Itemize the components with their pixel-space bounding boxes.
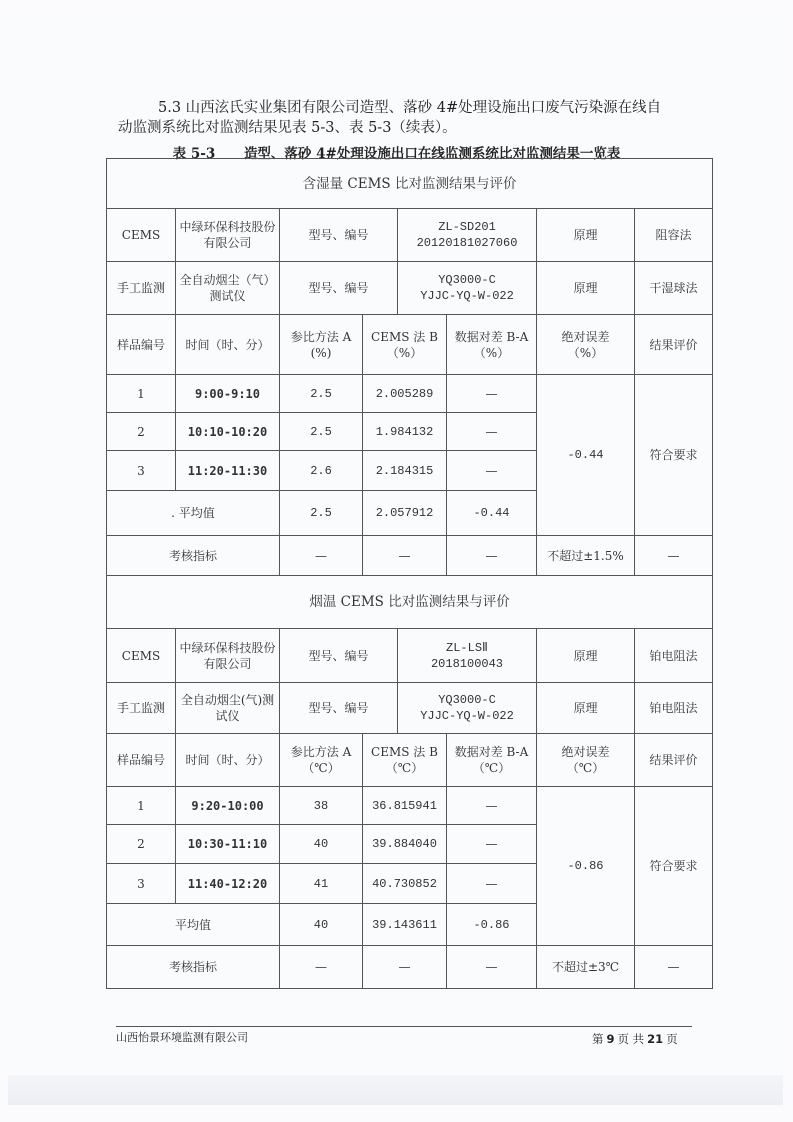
- evaluation: 符合要求: [635, 787, 713, 946]
- sample-no: 2: [107, 413, 176, 451]
- sample-time: 9:00-9:10: [176, 375, 280, 413]
- header-time: 时间（时、分）: [176, 315, 280, 375]
- value-diff: —: [447, 825, 537, 864]
- value-a: 38: [280, 787, 363, 825]
- footer-page-number: [592, 1031, 678, 1047]
- criteria-a: —: [280, 946, 363, 989]
- value-diff: —: [447, 375, 537, 413]
- sample-no: 1: [107, 375, 176, 413]
- manual-principle: 铂电阻法: [635, 683, 713, 734]
- manual-label: 手工监测: [107, 262, 176, 315]
- average-label: . 平均值: [107, 491, 280, 536]
- header-eval: 结果评价: [635, 734, 713, 787]
- criteria-abs: 不超过±1.5%: [537, 536, 635, 576]
- average-diff: -0.44: [447, 491, 537, 536]
- average-diff: -0.86: [447, 904, 537, 946]
- value-diff: —: [447, 864, 537, 904]
- moisture-table: [106, 158, 713, 576]
- sample-no: 1: [107, 787, 176, 825]
- value-b: 39.884040: [363, 825, 447, 864]
- principle-label: 原理: [537, 209, 635, 262]
- header-diff: [447, 734, 537, 787]
- criteria-b: —: [363, 946, 447, 989]
- value-b: 1.984132: [363, 413, 447, 451]
- header-abs-label: 绝对误差: [561, 745, 610, 759]
- sample-no: 3: [107, 451, 176, 491]
- value-a: 41: [280, 864, 363, 904]
- header-diff-label: 数据对差 B-A: [454, 745, 529, 759]
- model-line: ZL-LSⅡ: [446, 640, 488, 655]
- criteria-abs: 不超过±3℃: [537, 946, 635, 989]
- sample-time: 9:20-10:00: [176, 787, 280, 825]
- table-number: 表 5-3: [172, 146, 216, 162]
- page-suffix: 页: [666, 1032, 678, 1046]
- principle-label: 原理: [537, 262, 635, 315]
- footer-divider: [116, 1026, 692, 1027]
- criteria-a: —: [280, 536, 363, 576]
- abs-error: -0.86: [537, 787, 635, 946]
- value-a: 2.6: [280, 451, 363, 491]
- sample-no: 3: [107, 864, 176, 904]
- sample-no: 2: [107, 825, 176, 864]
- header-b-label: CEMS 法 B: [371, 329, 438, 344]
- header-a-unit: (%): [310, 345, 332, 360]
- sample-time: 10:10-10:20: [176, 413, 280, 451]
- header-time: 时间（时、分）: [176, 734, 280, 787]
- page-mid: 页 共: [617, 1032, 645, 1046]
- header-a-label: 参比方法 A: [290, 745, 352, 759]
- table-row: [107, 375, 713, 413]
- manual-maker: 全自动烟尘(气)测试仪: [176, 683, 280, 734]
- intro-paragraph: [118, 98, 718, 138]
- header-abs-unit: （%）: [567, 345, 604, 360]
- header-b-label: CEMS 法 B: [371, 745, 438, 759]
- sample-time: 11:40-12:20: [176, 864, 280, 904]
- criteria-label: 考核指标: [107, 946, 280, 989]
- abs-error: -0.44: [537, 375, 635, 536]
- manual-label: 手工监测: [107, 683, 176, 734]
- value-b: 2.184315: [363, 451, 447, 491]
- manual-principle: 干湿球法: [635, 262, 713, 315]
- value-diff: —: [447, 413, 537, 451]
- serial-line: YJJC-YQ-W-022: [420, 709, 514, 723]
- header-a-label: 参比方法 A: [290, 329, 352, 344]
- sample-time: 11:20-11:30: [176, 451, 280, 491]
- value-b: 2.005289: [363, 375, 447, 413]
- header-eval: 结果评价: [635, 315, 713, 375]
- criteria-label: 考核指标: [107, 536, 280, 576]
- footer-company: 山西怡景环境监测有限公司: [116, 1031, 248, 1044]
- value-a: 2.5: [280, 375, 363, 413]
- header-a-unit: （℃）: [302, 761, 340, 775]
- model-line: ZL-SD201: [438, 220, 496, 234]
- cems-principle: 阻容法: [635, 209, 713, 262]
- cems-maker: 中绿环保科技股份有限公司: [176, 209, 280, 262]
- moisture-section-title: 含湿量 CEMS 比对监测结果与评价: [107, 159, 713, 209]
- temperature-table: [106, 575, 713, 989]
- criteria-diff: —: [447, 946, 537, 989]
- serial-line: 20120181027060: [416, 236, 518, 250]
- page-prefix: 第: [592, 1032, 604, 1046]
- header-sample: 样品编号: [107, 315, 176, 375]
- header-abs-unit: （℃）: [566, 761, 605, 775]
- header-diff: [447, 315, 537, 375]
- value-a: 40: [280, 825, 363, 864]
- header-a: [280, 734, 363, 787]
- serial-line: 2018100043: [430, 656, 503, 671]
- cems-principle: 铂电阻法: [635, 629, 713, 683]
- value-b: 40.730852: [363, 864, 447, 904]
- cems-model: [398, 209, 537, 262]
- sample-time: 10:30-11:10: [176, 825, 280, 864]
- criteria-row: [107, 536, 713, 576]
- header-a: [280, 315, 363, 375]
- page-current: 9: [606, 1032, 615, 1046]
- manual-model: [398, 262, 537, 315]
- value-b: 36.815941: [363, 787, 447, 825]
- criteria-eval: —: [635, 536, 713, 576]
- header-b: [363, 734, 447, 787]
- model-label: 型号、编号: [280, 209, 398, 262]
- model-label: 型号、编号: [280, 683, 398, 734]
- manual-model: [398, 683, 537, 734]
- average-label: 平均值: [107, 904, 280, 946]
- header-diff-unit: （%）: [473, 345, 510, 360]
- table-row: [107, 787, 713, 825]
- criteria-diff: —: [447, 536, 537, 576]
- intro-line-1: 5.3 山西泫氏实业集团有限公司造型、落砂 4#处理设施出口废气污染源在线自: [158, 100, 662, 116]
- intro-line-2: 动监测系统比对监测结果见表 5-3、表 5-3（续表）。: [118, 120, 457, 136]
- header-abs: [537, 315, 635, 375]
- model-line: YQ3000-C: [438, 273, 496, 287]
- manual-maker: 全自动烟尘（气）测试仪: [176, 262, 280, 315]
- header-abs: [537, 734, 635, 787]
- value-diff: —: [447, 787, 537, 825]
- cems-maker: 中绿环保科技股份有限公司: [176, 629, 280, 683]
- principle-label: 原理: [537, 629, 635, 683]
- header-b-unit: （℃）: [385, 761, 424, 775]
- model-label: 型号、编号: [280, 262, 398, 315]
- value-diff: —: [447, 451, 537, 491]
- page-total: 21: [647, 1032, 664, 1046]
- criteria-row: [107, 946, 713, 989]
- criteria-eval: —: [635, 946, 713, 989]
- model-label: 型号、编号: [280, 629, 398, 683]
- temperature-section-title: 烟温 CEMS 比对监测结果与评价: [107, 576, 713, 629]
- cems-model: [398, 629, 537, 683]
- header-abs-label: 绝对误差: [561, 329, 610, 344]
- header-b-unit: （%）: [386, 345, 423, 360]
- header-b: [363, 315, 447, 375]
- value-a: 2.5: [280, 413, 363, 451]
- serial-line: YJJC-YQ-W-022: [420, 289, 514, 303]
- cems-label: CEMS: [107, 209, 176, 262]
- table-title: 造型、落砂 4#处理设施出口在线监测系统比对监测结果一览表: [243, 146, 621, 162]
- evaluation: 符合要求: [635, 375, 713, 536]
- criteria-b: —: [363, 536, 447, 576]
- header-sample: 样品编号: [107, 734, 176, 787]
- average-a: 40: [280, 904, 363, 946]
- principle-label: 原理: [537, 683, 635, 734]
- average-b: 39.143611: [363, 904, 447, 946]
- header-diff-unit: （℃）: [472, 761, 511, 775]
- average-b: 2.057912: [363, 491, 447, 536]
- average-a: 2.5: [280, 491, 363, 536]
- scan-shadow-bottom: [8, 1075, 783, 1105]
- header-diff-label: 数据对差 B-A: [454, 329, 529, 344]
- model-line: YQ3000-C: [438, 693, 496, 707]
- cems-label: CEMS: [107, 629, 176, 683]
